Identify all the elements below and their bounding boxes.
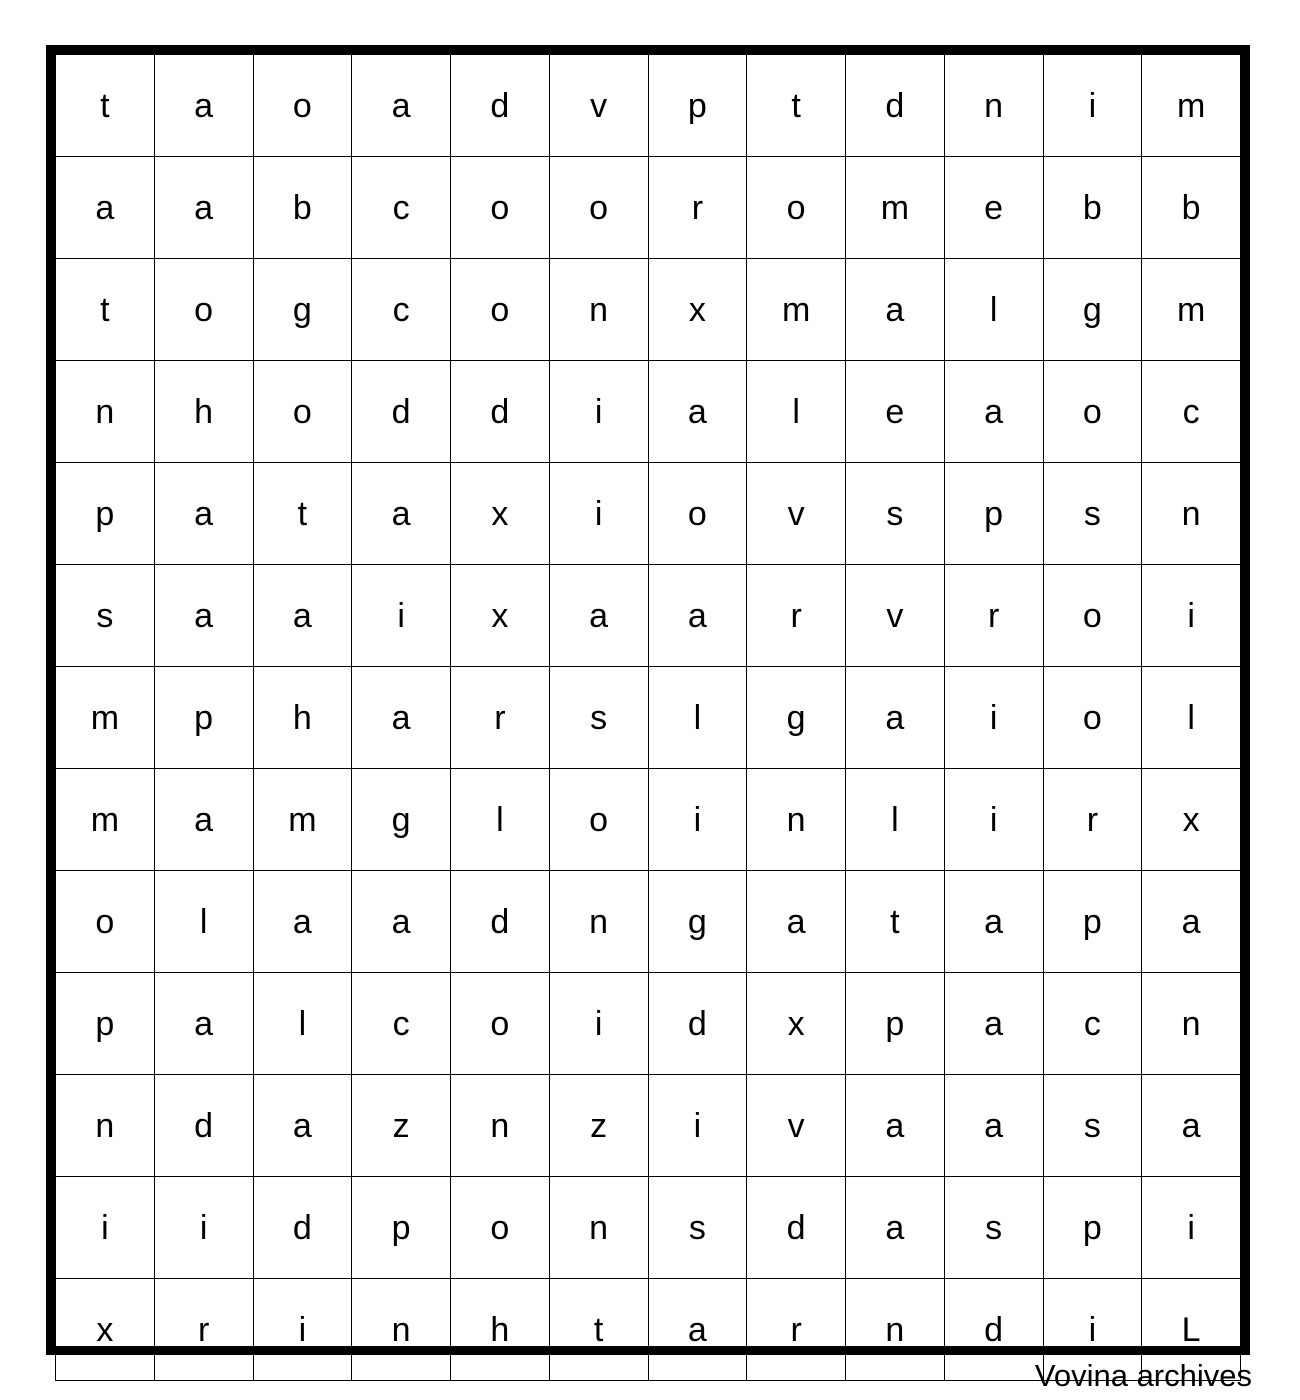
grid-cell[interactable]: a	[154, 463, 253, 565]
grid-cell[interactable]: m	[846, 157, 945, 259]
grid-cell[interactable]: g	[747, 667, 846, 769]
grid-cell[interactable]: x	[56, 1279, 155, 1381]
grid-cell[interactable]: n	[549, 871, 648, 973]
grid-cell[interactable]: b	[253, 157, 352, 259]
grid-cell[interactable]: n	[56, 361, 155, 463]
grid-cell[interactable]: a	[154, 157, 253, 259]
grid-cell[interactable]: i	[549, 463, 648, 565]
grid-cell[interactable]: p	[56, 973, 155, 1075]
grid-cell[interactable]: c	[1142, 361, 1241, 463]
grid-cell[interactable]: r	[747, 1279, 846, 1381]
grid-cell[interactable]: a	[352, 871, 451, 973]
grid-cell[interactable]: a	[944, 1075, 1043, 1177]
grid-cell[interactable]: a	[648, 565, 747, 667]
grid-cell[interactable]: a	[648, 1279, 747, 1381]
grid-cell[interactable]: n	[56, 1075, 155, 1177]
grid-cell[interactable]: a	[846, 259, 945, 361]
grid-cell-highlighted[interactable]: n	[1142, 463, 1241, 565]
grid-cell[interactable]: x	[1142, 769, 1241, 871]
table-row	[56, 1075, 1241, 1177]
grid-cell[interactable]: d	[846, 55, 945, 157]
table-row	[56, 973, 1241, 1075]
table-row	[56, 259, 1241, 361]
grid-cell[interactable]: p	[648, 55, 747, 157]
grid-cell[interactable]: o	[451, 259, 550, 361]
grid-cell[interactable]: t	[846, 871, 945, 973]
grid-cell[interactable]: g	[253, 259, 352, 361]
grid-cell[interactable]: a	[253, 565, 352, 667]
grid-cell[interactable]: g	[352, 769, 451, 871]
grid-cell[interactable]: o	[1043, 667, 1142, 769]
grid-cell[interactable]: v	[846, 565, 945, 667]
grid-cell[interactable]: d	[451, 871, 550, 973]
grid-cell[interactable]: a	[846, 1177, 945, 1279]
grid-cell[interactable]: r	[451, 667, 550, 769]
grid-cell[interactable]: s	[56, 565, 155, 667]
grid-cell[interactable]: g	[648, 871, 747, 973]
grid-cell[interactable]: a	[352, 55, 451, 157]
letter-grid-body	[56, 55, 1241, 1381]
grid-cell[interactable]: r	[1043, 769, 1142, 871]
grid-cell[interactable]: d	[253, 1177, 352, 1279]
grid-cell[interactable]: i	[648, 1075, 747, 1177]
grid-cell[interactable]: a	[154, 769, 253, 871]
grid-cell[interactable]: o	[549, 769, 648, 871]
grid-cell[interactable]: x	[451, 565, 550, 667]
grid-cell[interactable]: l	[648, 667, 747, 769]
table-row	[56, 565, 1241, 667]
grid-cell[interactable]: p	[56, 463, 155, 565]
grid-cell[interactable]: a	[846, 1075, 945, 1177]
grid-cell[interactable]: x	[451, 463, 550, 565]
table-row	[56, 871, 1241, 973]
grid-cell[interactable]: d	[451, 55, 550, 157]
grid-cell[interactable]: a	[154, 565, 253, 667]
grid-cell[interactable]: l	[747, 361, 846, 463]
grid-cell[interactable]: a	[253, 871, 352, 973]
grid-cell[interactable]: a	[352, 667, 451, 769]
grid-cell[interactable]: b	[1043, 157, 1142, 259]
grid-cell[interactable]: i	[253, 1279, 352, 1381]
grid-cell[interactable]: m	[747, 259, 846, 361]
grid-cell[interactable]: n	[1142, 973, 1241, 1075]
grid-cell[interactable]: g	[1043, 259, 1142, 361]
table-row	[56, 463, 1241, 565]
grid-cell[interactable]: o	[56, 871, 155, 973]
grid-cell[interactable]: m	[1142, 259, 1241, 361]
table-row	[56, 769, 1241, 871]
grid-cell[interactable]: d	[648, 973, 747, 1075]
grid-cell[interactable]: o	[451, 157, 550, 259]
grid-cell[interactable]: i	[1142, 1177, 1241, 1279]
grid-cell[interactable]: v	[747, 1075, 846, 1177]
grid-cell[interactable]: n	[846, 1279, 945, 1381]
grid-cell[interactable]: a	[154, 55, 253, 157]
grid-cell[interactable]: l	[944, 259, 1043, 361]
grid-cell[interactable]: t	[747, 55, 846, 157]
grid-cell[interactable]: a	[944, 871, 1043, 973]
grid-cell[interactable]: i	[1142, 565, 1241, 667]
grid-cell[interactable]: r	[648, 157, 747, 259]
caption-text: Vovina archives	[1034, 1358, 1252, 1393]
grid-cell[interactable]: o	[648, 463, 747, 565]
grid-cell[interactable]: a	[944, 361, 1043, 463]
grid-cell[interactable]: n	[451, 1075, 550, 1177]
grid-cell[interactable]: o	[253, 55, 352, 157]
letter-grid-table	[55, 54, 1241, 1381]
grid-cell[interactable]: p	[352, 1177, 451, 1279]
grid-cell[interactable]: r	[944, 565, 1043, 667]
grid-cell[interactable]: d	[451, 361, 550, 463]
grid-cell[interactable]: c	[352, 973, 451, 1075]
grid-cell[interactable]: z	[549, 1075, 648, 1177]
grid-cell[interactable]: l	[1142, 667, 1241, 769]
grid-cell[interactable]: s	[1043, 463, 1142, 565]
grid-cell[interactable]: p	[944, 463, 1043, 565]
grid-cell[interactable]: p	[154, 667, 253, 769]
grid-cell[interactable]: a	[154, 973, 253, 1075]
grid-cell[interactable]: m	[1142, 55, 1241, 157]
grid-cell[interactable]: o	[1043, 361, 1142, 463]
grid-cell[interactable]: n	[747, 769, 846, 871]
table-row	[56, 1177, 1241, 1279]
table-row	[56, 157, 1241, 259]
grid-cell[interactable]: a	[944, 973, 1043, 1075]
grid-cell[interactable]: t	[253, 463, 352, 565]
grid-cell[interactable]: l	[846, 769, 945, 871]
grid-cell[interactable]: i	[549, 361, 648, 463]
grid-cell[interactable]: i	[154, 1177, 253, 1279]
grid-cell[interactable]: o	[253, 361, 352, 463]
grid-cell[interactable]: p	[846, 973, 945, 1075]
grid-cell[interactable]: h	[154, 361, 253, 463]
grid-cell[interactable]: o	[154, 259, 253, 361]
grid-cell[interactable]: a	[56, 157, 155, 259]
grid-cell[interactable]: i	[1043, 55, 1142, 157]
grid-cell[interactable]: i	[549, 973, 648, 1075]
grid-cell[interactable]: e	[944, 157, 1043, 259]
grid-cell-highlighted[interactable]: L	[1142, 1279, 1241, 1381]
grid-cell[interactable]: z	[352, 1075, 451, 1177]
grid-cell[interactable]: m	[253, 769, 352, 871]
grid-cell[interactable]: p	[1043, 871, 1142, 973]
grid-cell[interactable]: i	[1043, 1279, 1142, 1381]
grid-cell[interactable]: l	[451, 769, 550, 871]
grid-cell[interactable]: v	[747, 463, 846, 565]
grid-cell[interactable]: s	[944, 1177, 1043, 1279]
grid-cell[interactable]: i	[648, 769, 747, 871]
grid-cell[interactable]: h	[451, 1279, 550, 1381]
grid-cell[interactable]: l	[253, 973, 352, 1075]
grid-cell[interactable]: a	[747, 871, 846, 973]
grid-cell[interactable]: d	[154, 1075, 253, 1177]
grid-cell[interactable]: s	[846, 463, 945, 565]
grid-cell[interactable]: n	[549, 1177, 648, 1279]
grid-cell[interactable]: r	[747, 565, 846, 667]
grid-cell[interactable]: m	[56, 769, 155, 871]
grid-cell[interactable]: r	[154, 1279, 253, 1381]
grid-cell[interactable]: s	[549, 667, 648, 769]
grid-cell[interactable]: d	[747, 1177, 846, 1279]
grid-cell[interactable]: n	[944, 55, 1043, 157]
grid-cell[interactable]: e	[846, 361, 945, 463]
grid-cell[interactable]: o	[549, 157, 648, 259]
grid-cell[interactable]: i	[944, 667, 1043, 769]
grid-cell[interactable]: c	[1043, 973, 1142, 1075]
grid-cell[interactable]: o	[747, 157, 846, 259]
grid-cell[interactable]: s	[1043, 1075, 1142, 1177]
grid-cell[interactable]: a	[549, 565, 648, 667]
grid-cell[interactable]: o	[1043, 565, 1142, 667]
grid-cell[interactable]: a	[1142, 871, 1241, 973]
grid-cell[interactable]: d	[944, 1279, 1043, 1381]
grid-cell[interactable]: i	[944, 769, 1043, 871]
grid-cell[interactable]: t	[549, 1279, 648, 1381]
grid-cell[interactable]: b	[1142, 157, 1241, 259]
grid-cell[interactable]: c	[352, 259, 451, 361]
grid-cell[interactable]: s	[648, 1177, 747, 1279]
grid-cell[interactable]: x	[747, 973, 846, 1075]
grid-cell[interactable]: x	[648, 259, 747, 361]
grid-cell[interactable]: t	[56, 55, 155, 157]
grid-cell[interactable]: a	[846, 667, 945, 769]
grid-cell[interactable]: a	[648, 361, 747, 463]
grid-cell[interactable]: i	[56, 1177, 155, 1279]
grid-cell[interactable]: n	[549, 259, 648, 361]
grid-cell[interactable]: d	[352, 361, 451, 463]
grid-cell[interactable]: m	[56, 667, 155, 769]
letter-grid	[46, 45, 1250, 1355]
grid-cell[interactable]: a	[352, 463, 451, 565]
grid-cell[interactable]: c	[352, 157, 451, 259]
table-row	[56, 667, 1241, 769]
table-row	[56, 55, 1241, 157]
grid-cell[interactable]: a	[1142, 1075, 1241, 1177]
table-row	[56, 361, 1241, 463]
grid-cell[interactable]: o	[451, 1177, 550, 1279]
grid-cell[interactable]: n	[352, 1279, 451, 1381]
grid-cell[interactable]: h	[253, 667, 352, 769]
grid-cell[interactable]: a	[253, 1075, 352, 1177]
grid-cell[interactable]: i	[352, 565, 451, 667]
grid-cell[interactable]: l	[154, 871, 253, 973]
grid-cell[interactable]: t	[56, 259, 155, 361]
grid-cell[interactable]: o	[451, 973, 550, 1075]
grid-cell[interactable]: v	[549, 55, 648, 157]
grid-cell[interactable]: p	[1043, 1177, 1142, 1279]
